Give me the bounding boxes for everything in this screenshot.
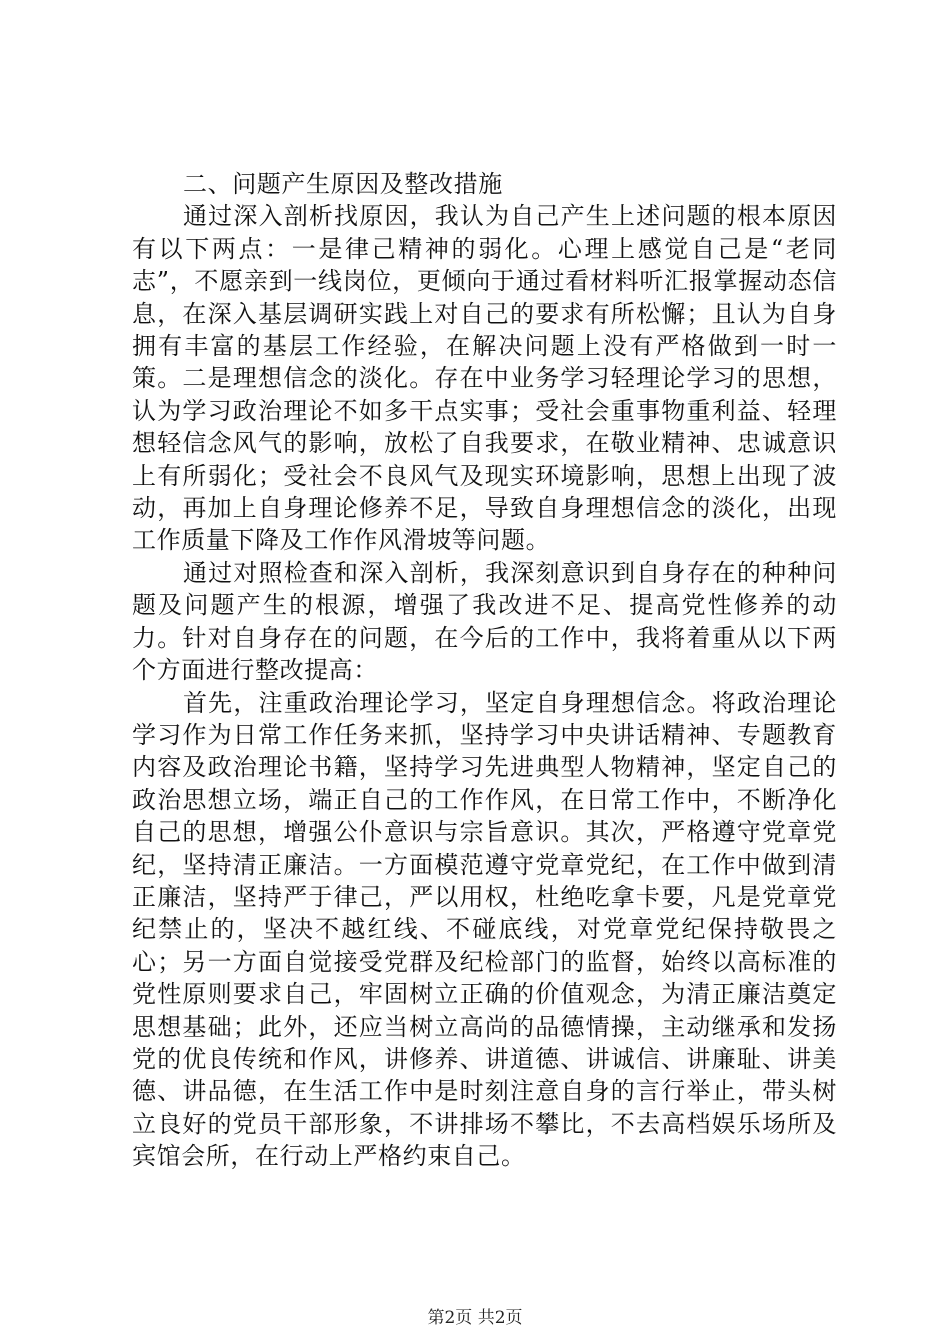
paragraph-root-causes: 通过深入剖析找原因，我认为自己产生上述问题的根本原因有以下两点：一是律己精神的弱化。心理上感觉自己是“老同志”，不愿亲到一线岗位，更倾向于通过看材料听汇报掌握动态信息，在深入基层调研实践上对自己的要求有所松懈；且认为自身拥有丰富的基层工作经验，在解决问题上没有严格做到一时一策。二是理想信念的淡化。存在中业务学习轻理论学习的思想，认为学习政治理论不如多干点实事；受社会重事物重利益、轻理想轻信念风气的影响，放松了自我要求，在敬业精神、忠诚意识上有所弱化；受社会不良风气及现实环境影响，思想上出现了波动，再加上自身理论修养不足，导致自身理想信念的淡化，出现工作质量下降及工作作风滑坡等问题。: [132, 202, 837, 555]
document-body: [132, 168, 837, 1173]
page-number-footer: 第2页 共2页: [427, 1308, 523, 1328]
paragraph-reflection: 通过对照检查和深入剖析，我深刻意识到自身存在的种种问题及问题产生的根源，增强了我改进不足、提高党性修养的动力。针对自身存在的问题，在今后的工作中，我将着重从以下两个方面进行整改提高：: [132, 558, 837, 685]
section-heading: 二、问题产生原因及整改措施: [183, 170, 503, 198]
paragraph-rectification-measures: 首先，注重政治理论学习，坚定自身理想信念。将政治理论学习作为日常工作任务来抓，坚持学习中央讲话精神、专题教育内容及政治理论书籍，坚持学习先进典型人物精神，坚定自己的政治思想立场，端正自己的工作作风，在日常工作中，不断净化自己的思想，增强公仆意识与宗旨意识。其次，严格遵守党章党纪，坚持清正廉洁。一方面模范遵守党章党纪，在工作中做到清正廉洁，坚持严于律己，严以用权，杜绝吃拿卡要，凡是党章党纪禁止的，坚决不越红线、不碰底线，对党章党纪保持敬畏之心；另一方面自觉接受党群及纪检部门的监督，始终以高标准的党性原则要求自己，牢固树立正确的价值观念，为清正廉洁奠定思想基础；此外，还应当树立高尚的品德情操，主动继承和发扬党的优良传统和作风，讲修养、讲道德、讲诚信、讲廉耻、讲美德、讲品德，在生活工作中是时刻注意自身的言行举止，带头树立良好的党员干部形象，不讲排场不攀比，不去高档娱乐场所及宾馆会所，在行动上严格约束自己。: [132, 688, 837, 1171]
